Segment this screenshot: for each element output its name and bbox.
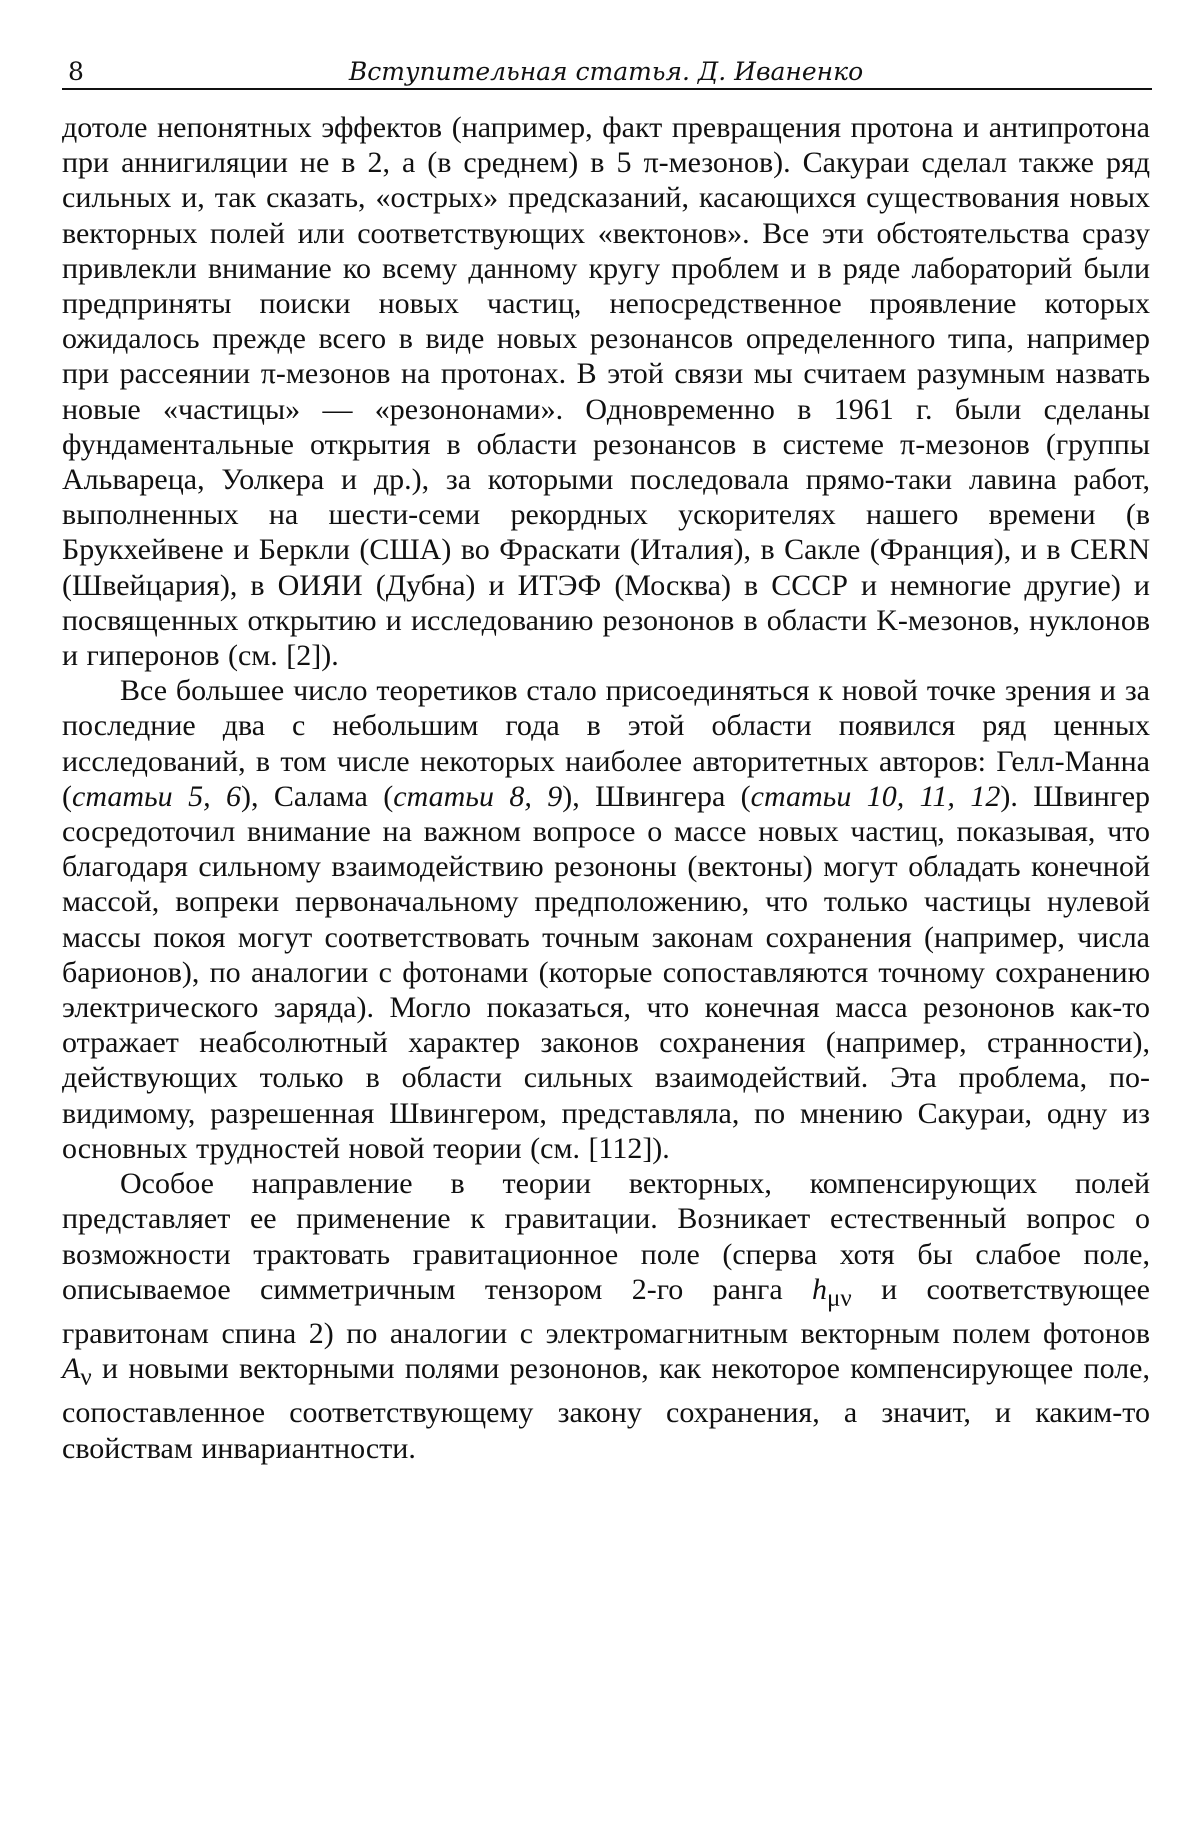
paragraph-3-text-3: и новыми векторными полями резононов, как некоторое компенсирующее поле, сопоставленное соответствующему закону сохранения, а значит, и каким-то свойствам инвариантности.	[62, 1352, 1150, 1465]
paragraph-3-text-2: и соответствующее гравитонам спина 2) по аналогии с электромагнитным векторным полем фотонов	[62, 1272, 1150, 1350]
paragraph-3	[62, 1166, 1150, 1466]
paragraph-2	[62, 673, 1150, 1166]
citation-salam: статьи 8, 9	[393, 779, 563, 813]
citation-schwinger: статьи 10, 11, 12	[750, 779, 1001, 813]
paragraph-2-text-3: ), Швингера (	[562, 779, 751, 813]
paragraph-2-text-4: ). Швингер сосредоточил внимание на важном вопросе о массе новых частиц, показывая, что благодаря сильному взаимодействию резононы (вектоны) могут обладать конечной массой, вопреки первоначальному предположению, что только частицы нулевой массы покоя могут соответствовать точным законам сохранения (например, числа барионов), по аналогии с фотонами (которые сопоставляются точному сохранению электрического заряда). Могло показаться, что конечная масса резононов как-то отражает неабсолютный характер законов сохранения (например, странности), действующих только в области сильных взаимодействий. Эта проблема, по-видимому, разрешенная Швингером, представляла, по мнению Сакураи, одну из основных трудностей новой теории (см. [112]).	[62, 779, 1151, 1165]
citation-gell-mann: статьи 5, 6	[72, 779, 241, 813]
math-h: h	[812, 1272, 827, 1306]
paragraph-1: дотоле непонятных эффектов (например, факт превращения протона и антипротона при аннигиляции не в 2, а (в среднем) в 5 π-мезонов). Сакураи сделал также ряд сильных и, так сказать, «острых» предсказаний, касающихся существования новых векторных полей или соответствующих «вектонов». Все эти обстоятельства сразу привлекли внимание ко всему данному кругу проблем и в ряде лабораторий были предприняты поиски новых частиц, непосредственное проявление которых ожидалось прежде всего в виде новых резонансов определенного типа, например при рассеянии π-мезонов на протонах. В этой связи мы считаем разумным назвать новые «частицы» — «резононами». Одновременно в 1961 г. были сделаны фундаментальные открытия в области резонансов в системе π-мезонов (группы Альвареца, Уолкера и др.), за которыми последовала прямо-таки лавина работ, выполненных на шести-семи рекордных ускорителях нашего времени (в Брукхейвене и Беркли (США) во Фраскати (Италия), в Сакле (Франция), и в CERN (Швейцария), в ОИЯИ (Дубна) и ИТЭФ (Москва) в СССР и немногие другие) и посвященных открытию и исследованию резононов в области K-мезонов, нуклонов и гиперонов (см. [2]).	[62, 111, 1150, 673]
math-h-subscript: μν	[827, 1284, 852, 1312]
paragraph-2-text-1: Все большее число теоретиков стало присоединяться к новой точке зрения и за последние два с небольшим года в этой области появился ряд ценных исследований, в том числе некоторых наиболее авторитетных авторов: Гелл-Манна (	[62, 674, 1150, 813]
page-number: 8	[68, 57, 84, 86]
math-a: A	[62, 1352, 81, 1386]
body-text	[62, 110, 1150, 1466]
paragraph-3-text-1: Особое направление в теории векторных, компенсирующих полей представляет ее применение к гравитации. Возникает естественный вопрос о возможности трактовать гравитационное поле (сперва хотя бы слабое поле, описываемое симметричным тензором 2-го ранга	[62, 1167, 1150, 1306]
paragraph-2-text-2: ), Салама (	[241, 779, 394, 813]
header-title: Вступительная статья. Д. Иваненко	[348, 57, 864, 86]
header-rule	[62, 88, 1152, 90]
math-a-subscript: ν	[80, 1364, 92, 1392]
running-header	[62, 52, 1150, 92]
